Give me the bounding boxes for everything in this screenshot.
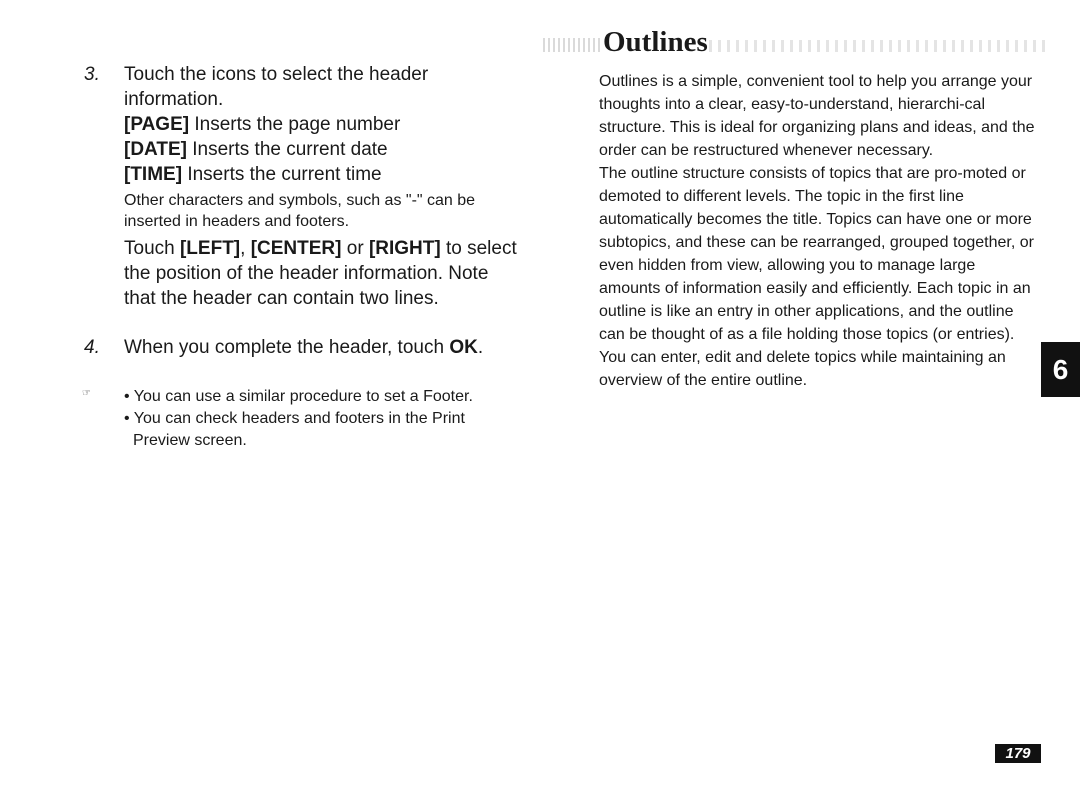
section-title: Outlines (603, 26, 708, 58)
step-end: . (477, 337, 484, 358)
section-paragraph: Outlines is a simple, convenient tool to help you arrange your thoughts into a clear, easy-to-understand, hierarchi-cal structure. This is ideal for organizing plans and ideas, and the order can be restructured whenever necessary. (599, 73, 1035, 159)
option-text: Inserts the page number (189, 114, 401, 135)
option-page (124, 112, 524, 137)
center-key: [CENTER] (250, 238, 342, 259)
title-decoration-left (543, 38, 601, 52)
page-number: 179 (995, 744, 1041, 763)
ok-key: OK (449, 337, 478, 358)
option-text: Inserts the current date (186, 139, 388, 160)
note-item: • You can check headers and footers in the Print (124, 410, 465, 427)
position-suffix: to select the position of the header information. Note that the header can contain two lines. (124, 238, 517, 309)
section-paragraph: The outline structure consists of topics that are pro-moted or demoted to different levels. The topic in the first line automatically becomes the title. Topics can have one or more subtopics, and these can be rearranged, grouped together, or even hidden from view, allowing you to manage large amounts of information easily and efficiently. Each topic in an outline is like an entry in other applications, and the outline can be thought of as a file holding those topics (or entries). You can enter, edit and delete topics while maintaining an overview of the entire outline. (599, 165, 1034, 389)
position-instruction (124, 236, 524, 311)
option-key: [TIME] (124, 164, 183, 185)
option-date (124, 137, 524, 162)
position-sep: , (240, 238, 251, 259)
note-item: • You can use a similar procedure to set a Footer. (124, 388, 473, 405)
notes-block (84, 386, 524, 452)
position-sep: or (341, 238, 369, 259)
section-header (599, 24, 1039, 62)
title-decoration-right (709, 40, 1045, 52)
option-time (124, 162, 524, 187)
step-number: 3. (84, 64, 100, 85)
option-key: [DATE] (124, 139, 187, 160)
right-column (599, 24, 1039, 392)
step-3 (84, 62, 524, 311)
note-hand-icon: ☞ (82, 388, 90, 399)
chapter-tab: 6 (1041, 342, 1080, 397)
option-key: [PAGE] (124, 114, 190, 135)
step-instruction (124, 335, 524, 360)
step-text: When you complete the header, touch (124, 337, 450, 358)
option-text: Inserts the current time (182, 164, 382, 185)
left-column (84, 62, 524, 452)
step-number: 4. (84, 337, 100, 358)
step-instruction: Touch the icons to select the header information. (124, 64, 429, 110)
step-4 (84, 335, 524, 360)
small-note: Other characters and symbols, such as "-" can be inserted in headers and footers. (124, 192, 476, 230)
note-item-continuation: Preview screen. (133, 432, 247, 449)
left-key: [LEFT] (179, 238, 241, 259)
right-key: [RIGHT] (368, 238, 441, 259)
position-prefix: Touch (124, 238, 180, 259)
